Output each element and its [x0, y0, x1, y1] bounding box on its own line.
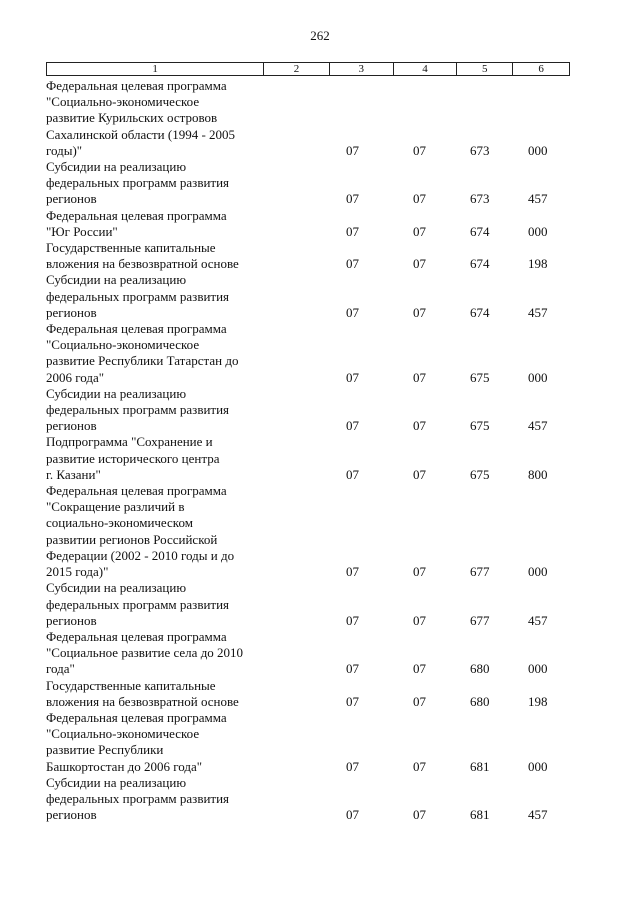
row-col-3: 07 — [346, 758, 359, 774]
header-col-1: 1 — [47, 63, 264, 75]
row-col-4: 07 — [413, 142, 426, 158]
row-col-3: 07 — [346, 693, 359, 709]
row-col-4: 07 — [413, 612, 426, 628]
row-col-6: 198 — [528, 693, 548, 709]
table-row — [0, 386, 640, 435]
row-col-5: 675 — [470, 369, 490, 385]
table-row — [0, 78, 640, 159]
header-col-2: 2 — [264, 63, 330, 75]
row-col-6: 457 — [528, 418, 548, 434]
row-col-6: 000 — [528, 369, 548, 385]
table-row — [0, 580, 640, 629]
row-col-3: 07 — [346, 256, 359, 272]
row-name: Субсидии на реализацию федеральных программ развития регионов — [46, 385, 230, 434]
row-col-3: 07 — [346, 466, 359, 482]
row-col-6: 457 — [528, 304, 548, 320]
row-col-3: 07 — [346, 191, 359, 207]
row-col-4: 07 — [413, 758, 426, 774]
row-col-5: 675 — [470, 418, 490, 434]
row-name: Субсидии на реализацию федеральных программ развития регионов — [46, 774, 230, 823]
row-col-6: 000 — [528, 758, 548, 774]
row-col-5: 674 — [470, 304, 490, 320]
row-col-3: 07 — [346, 223, 359, 239]
row-name: Государственные капитальные вложения на безвозвратной основе — [46, 677, 239, 709]
row-col-5: 681 — [470, 807, 490, 823]
row-col-3: 07 — [346, 661, 359, 677]
table-row — [0, 710, 640, 775]
row-col-3: 07 — [346, 564, 359, 580]
header-col-6: 6 — [538, 63, 544, 75]
row-col-4: 07 — [413, 693, 426, 709]
row-col-4: 07 — [413, 466, 426, 482]
row-col-6: 000 — [528, 142, 548, 158]
row-col-4: 07 — [413, 807, 426, 823]
row-col-4: 07 — [413, 418, 426, 434]
table-body — [0, 78, 640, 823]
header-col-5: 5 — [457, 63, 513, 75]
row-col-4: 07 — [413, 191, 426, 207]
table-row — [0, 321, 640, 386]
row-name: Государственные капитальные вложения на безвозвратной основе — [46, 240, 239, 272]
row-name: Подпрограмма "Сохранение и развитие исторического центра г. Казани" — [46, 434, 220, 482]
table-row — [0, 272, 640, 321]
row-col-4: 07 — [413, 304, 426, 320]
row-col-5: 673 — [470, 142, 490, 158]
row-name: Субсидии на реализацию федеральных программ развития регионов — [46, 159, 230, 207]
row-name: Федеральная целевая программа "Социально-экономическое развитие Курильских островов Сахалинской области (1994 - 2005 годы)" — [46, 78, 236, 158]
row-col-6: 457 — [528, 191, 548, 207]
row-col-5: 680 — [470, 661, 490, 677]
row-name: Федеральная целевая программа "Социально-экономическое развитие Республики Татарстан до 2006 года" — [46, 321, 239, 385]
row-name: Субсидии на реализацию федеральных программ развития регионов — [46, 272, 230, 320]
row-col-5: 673 — [470, 191, 490, 207]
row-col-5: 677 — [470, 612, 490, 628]
table-row — [0, 629, 640, 678]
table-row — [0, 434, 640, 483]
row-name: Федеральная целевая программа "Сокращение различий в социально-экономическом развитии регионов Российской Федерации (2002 - 2010 годы и до 2015 года)" — [46, 483, 235, 580]
row-name: Федеральная целевая программа "Юг России" — [46, 207, 227, 239]
table-header — [46, 62, 570, 76]
table-row — [0, 678, 640, 710]
table-row — [0, 775, 640, 824]
row-col-3: 07 — [346, 369, 359, 385]
row-col-3: 07 — [346, 418, 359, 434]
row-col-6: 457 — [528, 612, 548, 628]
row-col-5: 675 — [470, 466, 490, 482]
row-col-4: 07 — [413, 661, 426, 677]
row-col-3: 07 — [346, 304, 359, 320]
row-name: Субсидии на реализацию федеральных программ развития регионов — [46, 580, 230, 628]
row-col-3: 07 — [346, 807, 359, 823]
row-col-5: 674 — [470, 256, 490, 272]
row-col-6: 198 — [528, 256, 548, 272]
row-col-6: 000 — [528, 223, 548, 239]
table-row — [0, 240, 640, 272]
row-col-6: 000 — [528, 661, 548, 677]
row-col-5: 680 — [470, 693, 490, 709]
row-col-5: 674 — [470, 223, 490, 239]
row-col-5: 677 — [470, 564, 490, 580]
row-col-6: 457 — [528, 807, 548, 823]
row-col-6: 800 — [528, 466, 548, 482]
row-name: Федеральная целевая программа "Социально-экономическое развитие Республики Башкортостан до 2006 года" — [46, 709, 227, 774]
row-col-3: 07 — [346, 142, 359, 158]
table-row — [0, 159, 640, 208]
row-col-3: 07 — [346, 612, 359, 628]
header-col-3: 3 — [330, 63, 394, 75]
row-col-5: 681 — [470, 758, 490, 774]
table-row — [0, 208, 640, 240]
row-col-4: 07 — [413, 369, 426, 385]
page-number: 262 — [310, 28, 330, 43]
row-col-4: 07 — [413, 256, 426, 272]
table-row — [0, 483, 640, 580]
row-col-6: 000 — [528, 564, 548, 580]
row-name: Федеральная целевая программа "Социальное развитие села до 2010 года" — [46, 628, 244, 677]
row-col-4: 07 — [413, 223, 426, 239]
row-col-4: 07 — [413, 564, 426, 580]
header-col-4: 4 — [394, 63, 458, 75]
